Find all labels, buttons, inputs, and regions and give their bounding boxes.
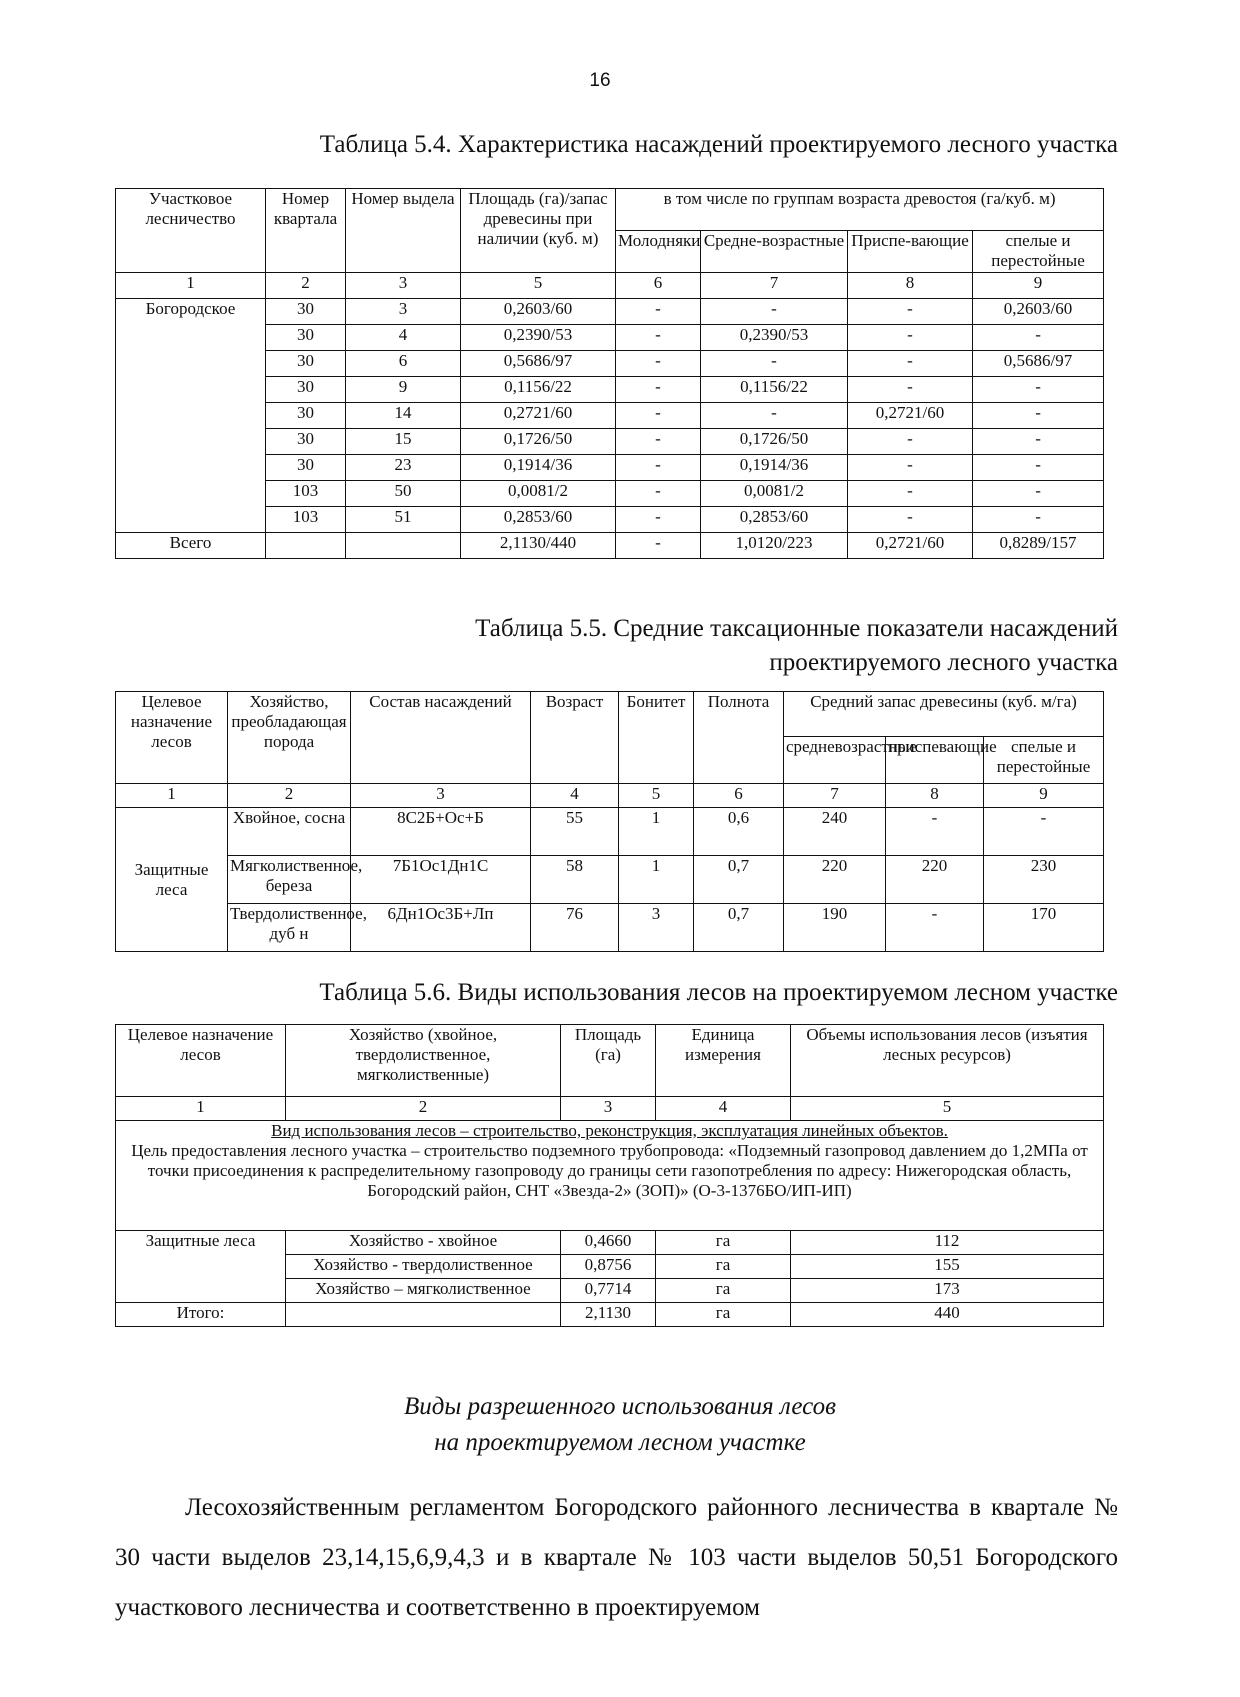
cell: 14 bbox=[346, 403, 461, 429]
cell: 0,1726/50 bbox=[461, 429, 616, 455]
cell: 440 bbox=[791, 1303, 1104, 1327]
t56-num: 4 bbox=[656, 1097, 791, 1121]
cell: 0,1156/22 bbox=[461, 377, 616, 403]
t56-header-purpose: Целевое назначение лесов bbox=[116, 1025, 286, 1097]
cell: - bbox=[886, 904, 984, 952]
cell: 0,7714 bbox=[561, 1279, 656, 1303]
cell: Хозяйство - твердолиственное bbox=[286, 1255, 561, 1279]
table-5-5-caption-line1: Таблица 5.5. Средние таксационные показатели насаждений bbox=[475, 615, 1118, 642]
cell: 0,2853/60 bbox=[461, 507, 616, 533]
cell: 30 bbox=[266, 455, 346, 481]
cell: 30 bbox=[266, 403, 346, 429]
cell: 240 bbox=[784, 808, 886, 856]
t56-purpose-text: Цель предоставления лесного участка – строительство подземного трубопровода: «Подземный газопровод давлением до 1,2МПа от точки присоединения к распределительному газопроводу до границы сети газопотребления по адресу: Нижегородская область, Богородский район, СНТ «Звезда-2» (ЗОП)» (О-3-1376БО/ИП-ИП) bbox=[131, 1141, 1088, 1200]
cell: - bbox=[616, 429, 701, 455]
cell: - bbox=[616, 299, 701, 325]
t54-header-middle-aged: Средне-возрастные bbox=[701, 231, 848, 273]
t54-header-mature: спелые и перестойные bbox=[973, 231, 1104, 273]
cell: 103 bbox=[266, 507, 346, 533]
t56-purpose: Защитные леса bbox=[116, 1231, 286, 1303]
cell: га bbox=[656, 1279, 791, 1303]
t54-num: 1 bbox=[116, 273, 266, 299]
cell: 6 bbox=[346, 351, 461, 377]
cell: - bbox=[973, 429, 1104, 455]
cell: 170 bbox=[984, 904, 1104, 952]
cell: 0,2390/53 bbox=[701, 325, 848, 351]
table-5-6-caption: Таблица 5.6. Виды использования лесов на проектируемом лесном участке bbox=[319, 979, 1118, 1006]
cell: 190 bbox=[784, 904, 886, 952]
cell: Хозяйство - хвойное bbox=[286, 1231, 561, 1255]
cell: Мягколиственное, береза bbox=[228, 856, 351, 904]
cell: 230 bbox=[984, 856, 1104, 904]
table-row bbox=[116, 808, 1104, 856]
t54-total-row bbox=[116, 533, 1104, 559]
cell: 4 bbox=[346, 325, 461, 351]
t56-header-farming: Хозяйство (хвойное, твердолиственное, мягколиственные) bbox=[286, 1025, 561, 1097]
t55-number-row bbox=[116, 784, 1104, 808]
table-row bbox=[116, 1231, 1104, 1255]
cell: 1,0120/223 bbox=[701, 533, 848, 559]
cell: - bbox=[973, 403, 1104, 429]
cell: 0,2721/60 bbox=[848, 403, 973, 429]
t55-header-maturing: приспевающие bbox=[886, 737, 984, 784]
cell: 0,7 bbox=[694, 856, 784, 904]
cell: 155 bbox=[791, 1255, 1104, 1279]
t55-header-mature: спелые и перестойные bbox=[984, 737, 1104, 784]
t56-num: 2 bbox=[286, 1097, 561, 1121]
cell: - bbox=[701, 403, 848, 429]
cell: - bbox=[848, 507, 973, 533]
cell: 7Б1Ос1Дн1С bbox=[351, 856, 531, 904]
t55-header-density: Полнота bbox=[694, 692, 784, 784]
t56-num: 3 bbox=[561, 1097, 656, 1121]
cell bbox=[266, 533, 346, 559]
cell: 9 bbox=[346, 377, 461, 403]
t54-num: 7 bbox=[701, 273, 848, 299]
cell: 0,0081/2 bbox=[461, 481, 616, 507]
cell: - bbox=[701, 299, 848, 325]
t55-purpose: Защитные леса bbox=[116, 808, 228, 952]
t56-usage-row bbox=[116, 1121, 1104, 1231]
cell: - bbox=[973, 377, 1104, 403]
page-number: 16 bbox=[589, 70, 611, 91]
cell: 55 bbox=[531, 808, 619, 856]
t54-header-maturing: Приспе-вающие bbox=[848, 231, 973, 273]
cell: 51 bbox=[346, 507, 461, 533]
t54-header-plot: Номер выдела bbox=[346, 189, 461, 273]
t54-total-label: Всего bbox=[116, 533, 266, 559]
t55-num: 2 bbox=[228, 784, 351, 808]
cell: - bbox=[848, 299, 973, 325]
cell: - bbox=[616, 377, 701, 403]
cell: - bbox=[984, 808, 1104, 856]
cell: - bbox=[848, 325, 973, 351]
t54-number-row bbox=[116, 273, 1104, 299]
cell: 2,1130/440 bbox=[461, 533, 616, 559]
t54-num: 6 bbox=[616, 273, 701, 299]
t54-header-quarter: Номер квартала bbox=[266, 189, 346, 273]
table-5-4 bbox=[115, 188, 1104, 559]
t55-num: 1 bbox=[116, 784, 228, 808]
table-5-5-caption-line2: проектируемого лесного участка bbox=[769, 649, 1118, 676]
t54-header-young: Молодняки bbox=[616, 231, 701, 273]
cell: Хозяйство – мягколиственное bbox=[286, 1279, 561, 1303]
table-5-6 bbox=[115, 1024, 1104, 1327]
t54-num: 2 bbox=[266, 273, 346, 299]
cell: 15 bbox=[346, 429, 461, 455]
cell: - bbox=[616, 533, 701, 559]
t56-header-area: Площадь (га) bbox=[561, 1025, 656, 1097]
cell: 1 bbox=[619, 856, 694, 904]
t55-header-bonitet: Бонитет bbox=[619, 692, 694, 784]
cell: 50 bbox=[346, 481, 461, 507]
cell: 0,0081/2 bbox=[701, 481, 848, 507]
body-paragraph: Лесохозяйственным регламентом Богородского районного лесничества в квартале № 30 части выделов 23,14,15,6,9,4,3 и в квартале № 103 части выделов 50,51 Богородского участкового лесничества и соответственно в проектируемом bbox=[115, 1494, 1118, 1621]
cell: 30 bbox=[266, 351, 346, 377]
cell: 0,2721/60 bbox=[461, 403, 616, 429]
t55-header-farming: Хозяйство, преобладающая порода bbox=[228, 692, 351, 784]
cell: 6Дн1Ос3Б+Лп bbox=[351, 904, 531, 952]
cell: 2,1130 bbox=[561, 1303, 656, 1327]
t55-num: 8 bbox=[886, 784, 984, 808]
t54-forestry-name: Богородское bbox=[116, 299, 266, 533]
t55-header-age: Возраст bbox=[531, 692, 619, 784]
t54-num: 5 bbox=[461, 273, 616, 299]
cell: - bbox=[973, 455, 1104, 481]
cell: 0,2853/60 bbox=[701, 507, 848, 533]
cell: 3 bbox=[619, 904, 694, 952]
cell: 0,5686/97 bbox=[973, 351, 1104, 377]
cell: 0,7 bbox=[694, 904, 784, 952]
t55-num: 4 bbox=[531, 784, 619, 808]
table-row bbox=[116, 856, 1104, 904]
cell bbox=[286, 1303, 561, 1327]
cell: - bbox=[848, 455, 973, 481]
cell: 0,2721/60 bbox=[848, 533, 973, 559]
t54-num: 8 bbox=[848, 273, 973, 299]
table-5-5 bbox=[115, 691, 1104, 952]
t55-header-stock: Средний запас древесины (куб. м/га) bbox=[784, 692, 1104, 737]
t55-num: 5 bbox=[619, 784, 694, 808]
t56-header-volume: Объемы использования лесов (изъятия лесных ресурсов) bbox=[791, 1025, 1104, 1097]
cell: 112 bbox=[791, 1231, 1104, 1255]
cell: 8С2Б+Ос+Б bbox=[351, 808, 531, 856]
cell: 0,2603/60 bbox=[461, 299, 616, 325]
cell: - bbox=[973, 325, 1104, 351]
t54-num: 3 bbox=[346, 273, 461, 299]
t55-header-middle-aged: средневозрастные bbox=[784, 737, 886, 784]
cell: - bbox=[848, 351, 973, 377]
t55-num: 6 bbox=[694, 784, 784, 808]
cell: - bbox=[886, 808, 984, 856]
t54-num: 9 bbox=[973, 273, 1104, 299]
cell: 30 bbox=[266, 299, 346, 325]
cell: 30 bbox=[266, 429, 346, 455]
cell: 220 bbox=[784, 856, 886, 904]
section-title-line2: на проектируемом лесном участке bbox=[434, 1429, 806, 1456]
cell: 0,2603/60 bbox=[973, 299, 1104, 325]
cell: Твердолиственное, дуб н bbox=[228, 904, 351, 952]
cell: 0,4660 bbox=[561, 1231, 656, 1255]
cell: 30 bbox=[266, 325, 346, 351]
cell: 0,8756 bbox=[561, 1255, 656, 1279]
cell: га bbox=[656, 1255, 791, 1279]
cell: - bbox=[848, 481, 973, 507]
cell: - bbox=[848, 377, 973, 403]
cell: - bbox=[616, 351, 701, 377]
cell: 23 bbox=[346, 455, 461, 481]
cell: га bbox=[656, 1231, 791, 1255]
t56-usage-type: Вид использования лесов – строительство, реконструкция, эксплуатация линейных объектов. bbox=[271, 1121, 948, 1140]
t56-usage-cell bbox=[116, 1121, 1104, 1231]
t56-number-row bbox=[116, 1097, 1104, 1121]
cell: - bbox=[973, 507, 1104, 533]
t55-num: 7 bbox=[784, 784, 886, 808]
t55-num: 9 bbox=[984, 784, 1104, 808]
cell: - bbox=[848, 429, 973, 455]
cell: - bbox=[616, 325, 701, 351]
t55-header-composition: Состав насаждений bbox=[351, 692, 531, 784]
cell: 0,1914/36 bbox=[461, 455, 616, 481]
cell: 1 bbox=[619, 808, 694, 856]
cell: Хвойное, сосна bbox=[228, 808, 351, 856]
cell: 0,8289/157 bbox=[973, 533, 1104, 559]
cell: 103 bbox=[266, 481, 346, 507]
table-5-4-caption: Таблица 5.4. Характеристика насаждений проектируемого лесного участка bbox=[319, 131, 1118, 158]
t55-header-purpose: Целевое назначение лесов bbox=[116, 692, 228, 784]
cell: - bbox=[701, 351, 848, 377]
t56-header-unit: Единица измерения bbox=[656, 1025, 791, 1097]
cell: 173 bbox=[791, 1279, 1104, 1303]
cell: - bbox=[616, 455, 701, 481]
section-title-line1: Виды разрешенного использования лесов bbox=[404, 1393, 836, 1420]
cell: га bbox=[656, 1303, 791, 1327]
cell: 0,1914/36 bbox=[701, 455, 848, 481]
cell: 0,5686/97 bbox=[461, 351, 616, 377]
t56-total-label: Итого: bbox=[116, 1303, 286, 1327]
cell: 0,2390/53 bbox=[461, 325, 616, 351]
cell: 220 bbox=[886, 856, 984, 904]
cell: 30 bbox=[266, 377, 346, 403]
cell: 0,1156/22 bbox=[701, 377, 848, 403]
t54-header-forestry: Участковое лесничество bbox=[116, 189, 266, 273]
t54-header-age-groups: в том числе по группам возраста древостоя (га/куб. м) bbox=[616, 189, 1104, 231]
table-row bbox=[116, 299, 1104, 325]
cell: - bbox=[616, 481, 701, 507]
t55-num: 3 bbox=[351, 784, 531, 808]
cell: - bbox=[616, 507, 701, 533]
t56-total-row bbox=[116, 1303, 1104, 1327]
cell: 0,1726/50 bbox=[701, 429, 848, 455]
cell: - bbox=[973, 481, 1104, 507]
cell: 58 bbox=[531, 856, 619, 904]
t56-num: 1 bbox=[116, 1097, 286, 1121]
cell: 76 bbox=[531, 904, 619, 952]
cell: - bbox=[616, 403, 701, 429]
t56-num: 5 bbox=[791, 1097, 1104, 1121]
cell: 0,6 bbox=[694, 808, 784, 856]
cell bbox=[346, 533, 461, 559]
cell: 3 bbox=[346, 299, 461, 325]
t54-header-area: Площадь (га)/запас древесины при наличии (куб. м) bbox=[461, 189, 616, 273]
table-row bbox=[116, 904, 1104, 952]
